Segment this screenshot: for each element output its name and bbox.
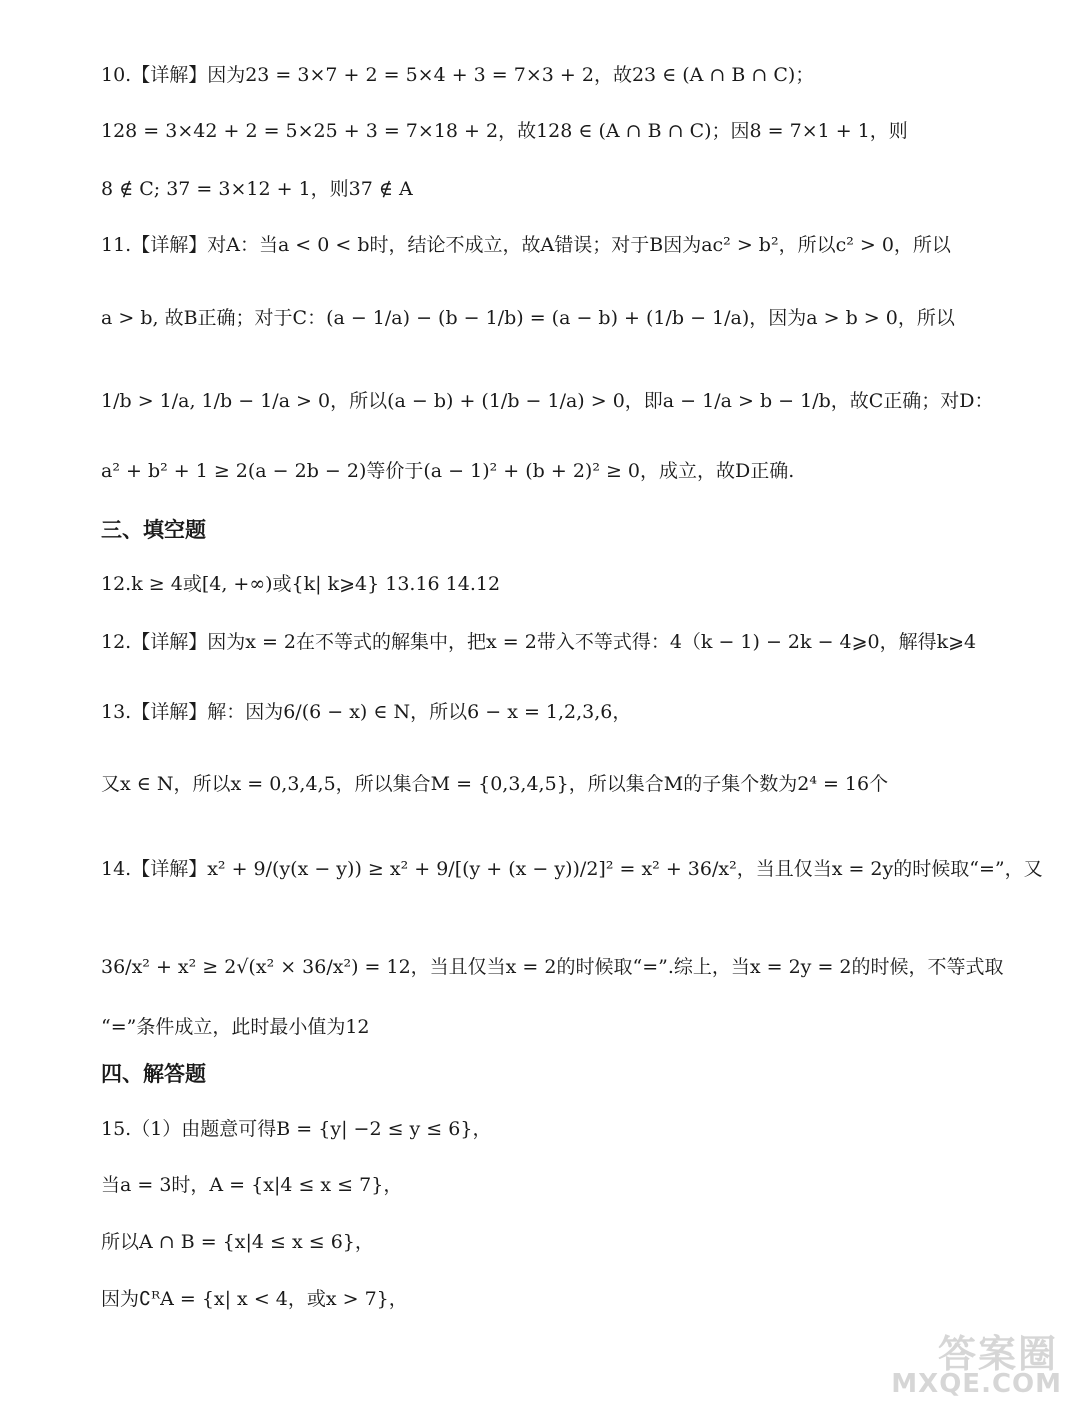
watermark-logo-text: 答案圈 [937, 1332, 1058, 1376]
answer-13-line-1: 13.【详解】解：因为6/(6 − x) ∈ N，所以6 − x = 1,2,3,6， [101, 701, 632, 723]
answer-15-line-4: 因为∁ᴿA = {x| x < 4，或x > 7}， [101, 1288, 408, 1310]
answer-11-line-2: a > b, 故B正确；对于C：(a − 1/a) − (b − 1/b) = (a − b) + (1/b − 1/a)，因为a > b > 0，所以 [101, 307, 955, 329]
answer-15-line-2: 当a = 3时，A = {x|4 ≤ x ≤ 7}， [101, 1174, 403, 1196]
answer-11-line-3: 1/b > 1/a, 1/b − 1/a > 0，所以(a − b) + (1/b − 1/a) > 0，即a − 1/a > b − 1/b，故C正确；对D： [101, 390, 994, 412]
answer-15-line-3: 所以A ∩ B = {x|4 ≤ x ≤ 6}， [101, 1231, 374, 1253]
answer-11-line-1: 11.【详解】对A：当a < 0 < b时，结论不成立，故A错误；对于B因为ac² > b²，所以c² > 0，所以 [101, 234, 951, 256]
answer-10-line-1: 10.【详解】因为23 = 3×7 + 2 = 5×4 + 3 = 7×3 + 2，故23 ∈ (A ∩ B ∩ C)； [101, 64, 815, 86]
section-heading-solutions: 四、解答题 [101, 1062, 206, 1086]
answer-10-line-2: 128 = 3×42 + 2 = 5×25 + 3 = 7×18 + 2，故128 ∈ (A ∩ B ∩ C)；因8 = 7×1 + 1，则 [101, 120, 908, 142]
section-heading-fill-in: 三、填空题 [101, 518, 206, 542]
site-watermark [878, 1323, 1068, 1403]
answer-12-detail: 12.【详解】因为x = 2在不等式的解集中，把x = 2带入不等式得：4（k − 1) − 2k − 4⩾0，解得k⩾4 [101, 631, 977, 653]
watermark-url: MXQE.COM [891, 1369, 1062, 1399]
answer-15-line-1: 15.（1）由题意可得B = {y| −2 ≤ y ≤ 6}， [101, 1118, 492, 1140]
answer-14-line-2: 36/x² + x² ≥ 2√(x² × 36/x²) = 12，当且仅当x = 2的时候取“=”.综上，当x = 2y = 2的时候，不等式取 [101, 956, 1004, 978]
fill-in-answers: 12.k ≥ 4或[4, +∞)或{k| k⩾4} 13.16 14.12 [101, 573, 501, 595]
answer-14-line-3: “=”条件成立，此时最小值为12 [101, 1016, 370, 1038]
answer-13-line-2: 又x ∈ N，所以x = 0,3,4,5，所以集合M = {0,3,4,5}，所以集合M的子集个数为2⁴ = 16个 [101, 773, 889, 795]
answer-10-line-3: 8 ∉ C; 37 = 3×12 + 1，则37 ∉ A [101, 178, 413, 200]
answer-11-line-4: a² + b² + 1 ≥ 2(a − 2b − 2)等价于(a − 1)² + (b + 2)² ≥ 0，成立，故D正确. [101, 460, 795, 482]
answer-14-line-1: 14.【详解】x² + 9/(y(x − y)) ≥ x² + 9/[(y + (x − y))/2]² = x² + 36/x²，当且仅当x = 2y的时候取“=”，又 [101, 858, 1043, 880]
